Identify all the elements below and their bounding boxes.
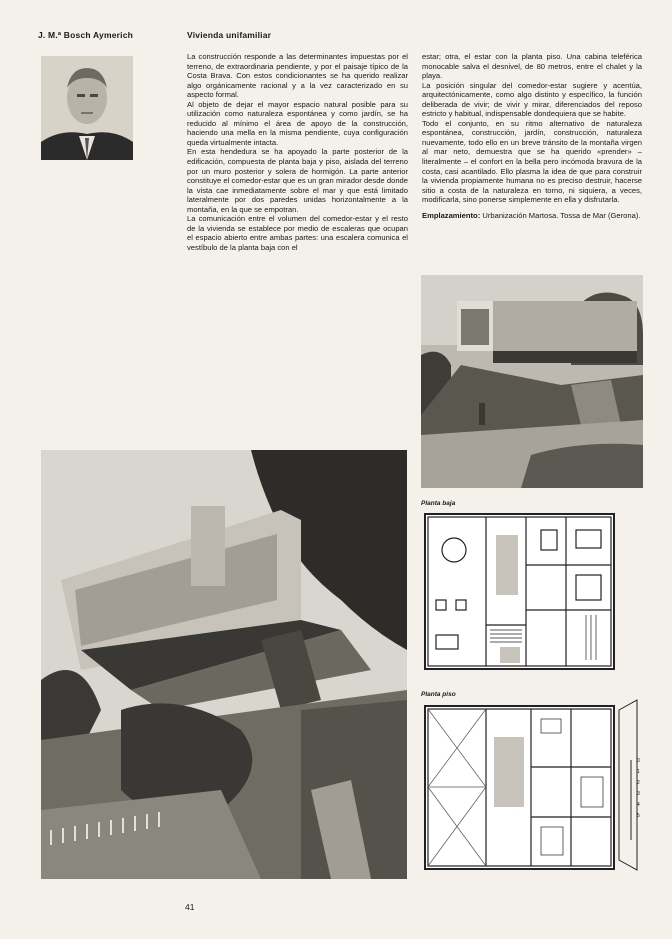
house-photo-large <box>41 450 407 879</box>
ground-floor-plan <box>424 513 615 670</box>
upper-floor-plan <box>424 705 615 870</box>
text-column-2 <box>422 52 642 220</box>
location-label: Emplazamiento: <box>422 210 481 220</box>
location-value: Urbanización Martosa. Tossa de Mar (Gerona). <box>482 210 641 220</box>
author-portrait <box>41 56 133 160</box>
paragraph: La posición singular del comedor-estar sugiere y acentúa, arquitectónicamente, como algo distinto y específico, la función deliberada de vivir; de vivir y mirar, diferenciados del reposo estricto y habitual, indispensable dondequiera que se habite. <box>422 80 642 119</box>
author-name: J. M.ª Bosch Aymerich <box>38 30 134 40</box>
article-title: Vivienda unifamiliar <box>187 30 272 40</box>
scale-tick: 1 <box>637 769 640 775</box>
location-line <box>422 211 642 221</box>
page-number: 41 <box>185 902 195 912</box>
scale-tick: 5 <box>637 813 640 819</box>
ground-floor-label: Planta baja <box>421 500 456 507</box>
paragraph: En esta hendedura se ha apoyado la parte posterior de la edificación, compuesta de planta baja y piso, aislada del terreno por un muro posterior y solera de hormigón. La parte anterior constituye el comedor-estar que es un gran mirador desde donde la vista cae inmediatamente sobre el mar y que está limitado lateralmente por dos paredes unidas horizontalmente a la montaña, en la que se empotran. <box>187 147 408 214</box>
paragraph: estar; otra, el estar con la planta piso. Una cabina teleférica monocable salva el desnivel, de 80 metros, entre el chalet y la playa. <box>422 52 642 81</box>
scale-tick: 2 <box>637 780 640 786</box>
scale-bar <box>637 756 640 822</box>
upper-floor-label: Planta piso <box>421 691 456 698</box>
scale-tick: 0 <box>637 758 640 764</box>
scale-tick: 4 <box>637 802 640 808</box>
paragraph: La construcción responde a las determinantes impuestas por el terreno, de extraordinaria pendiente, y por el paisaje típico de la Costa Brava. Con estos condicionantes se ha querido realizar algo orgánicamente racional y a la vez caracterizado en su aspecto formal. <box>187 52 408 100</box>
paragraph: Al objeto de dejar el mayor espacio natural posible para su utilización como naturaleza espontánea y como jardín, se ha reducido al mínimo el área de apoyo de la construcción, haciendo una mella en la misma pendiente, cuya configuración queda virtualmente intacta. <box>187 99 408 147</box>
paragraph: La comunicación entre el volumen del comedor-estar y el resto de la vivienda se establece por medio de escaleras que ocupan el espacio abierto entre ambas partes: una escalera comunica el vestíbulo de la planta baja con el <box>187 214 408 252</box>
section-elevation <box>617 690 639 874</box>
text-column-1 <box>187 52 408 252</box>
house-photo-small <box>421 275 643 488</box>
paragraph: Todo el conjunto, en su ritmo alternativo de naturaleza espontánea, construcción, jardín, construcción, naturaleza nuevamente, todo ello en un breve tránsito de la montaña virgen al mar neto, demuestra que se ha querido «prender» – literalmente – el confort en la bella pero incómoda bravura de la costa, casi acantilado. Ello plasma la idea de que para construir la vivienda propiamente humana no es preciso destruir, hacerse sitio a costa de la naturaleza en torno, ni siquiera, a veces, modificarla, sino ponerse simplemente en ella y disfrutarla. <box>422 118 642 205</box>
scale-tick: 3 <box>637 791 640 797</box>
